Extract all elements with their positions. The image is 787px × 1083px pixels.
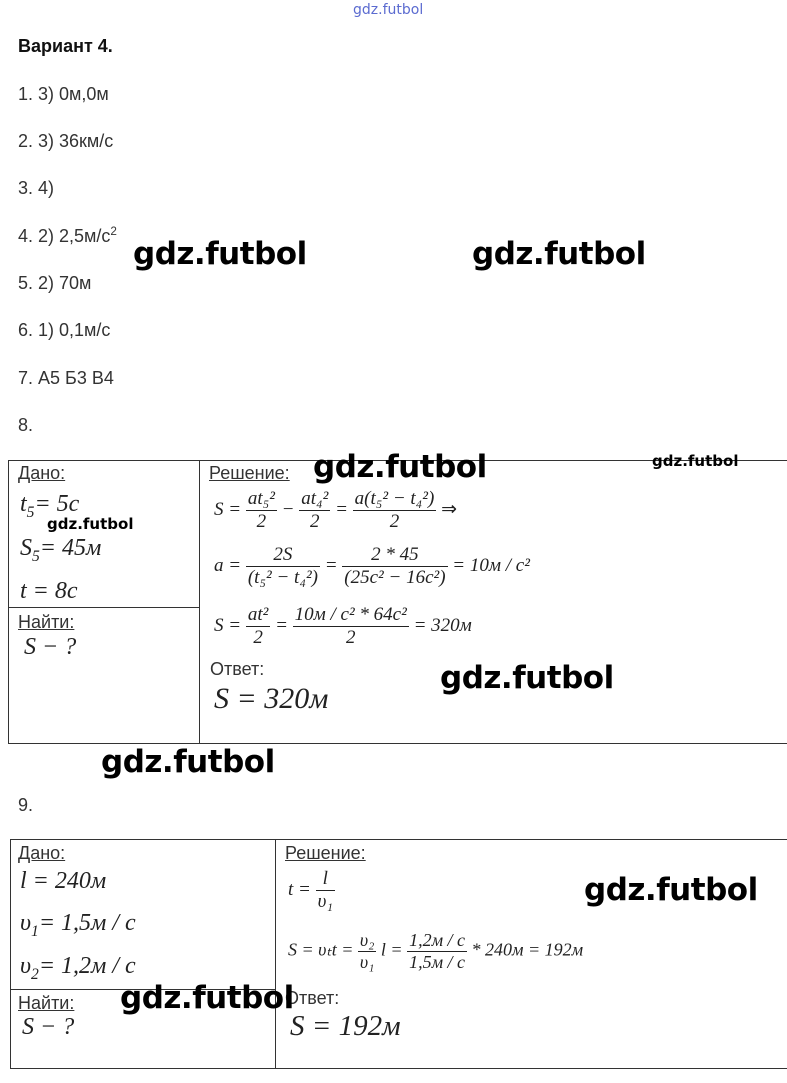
task9-given-v2: $\upsilon_2= 1,2м / с$ bbox=[20, 953, 136, 983]
task8-given-label: Дано: bbox=[18, 463, 66, 483]
watermark: gdz.futbol bbox=[47, 515, 134, 533]
task9-number: 9. bbox=[18, 795, 34, 815]
answer-1: 1. 3) 0м,0м bbox=[18, 84, 109, 104]
watermark-top: gdz.futbol bbox=[353, 2, 424, 18]
task8-given-s5: $S_5= 45м$ bbox=[20, 535, 102, 565]
task8-answer-value: S = 320м bbox=[214, 682, 329, 715]
answer-6: 6. 1) 0,1м/с bbox=[18, 320, 111, 340]
task9-find-label: Найти: bbox=[18, 993, 75, 1013]
answer-3: 3. 4) bbox=[18, 178, 55, 198]
answer-4: 4. 2) $2,5м/с^2$ bbox=[18, 225, 117, 246]
answer-8-number: 8. bbox=[18, 415, 34, 435]
task9-find-value: S − ? bbox=[22, 1014, 75, 1040]
answer-7: 7. А5 Б3 В4 bbox=[18, 368, 114, 388]
watermark: gdz.futbol bbox=[440, 660, 614, 696]
task9-answer-value: S = 192м bbox=[290, 1010, 401, 1042]
task8-find-label: Найти: bbox=[18, 612, 75, 632]
task8-given-t5: $t_5= 5с$ bbox=[20, 491, 80, 521]
task8-given-t: t = 8с bbox=[20, 578, 78, 604]
answer-2: 2. 3) 36км/с bbox=[18, 131, 114, 151]
task8-solution-label: Решение: bbox=[209, 463, 290, 483]
watermark: gdz.futbol bbox=[101, 744, 275, 780]
watermark: gdz.futbol bbox=[472, 236, 646, 272]
variant-title: Вариант 4. bbox=[18, 36, 113, 56]
answer-5: 5. 2) 70м bbox=[18, 273, 92, 293]
task8-answer-label: Ответ: bbox=[210, 659, 265, 679]
watermark: gdz.futbol bbox=[120, 980, 294, 1016]
watermark: gdz.futbol bbox=[133, 236, 307, 272]
task8-equation-1: S = $\frac{\text{at₅²}}{2}$ − $\frac{\text{at₄²}}{2}$ = $\frac{\text{a(t₅² − t₄²)}}{2}$ ⇒ bbox=[214, 488, 457, 532]
task9-given-label: Дано: bbox=[18, 843, 66, 863]
task9-equation-1: t = $\frac{l}{\text{υ₁}}$ bbox=[288, 868, 333, 912]
task9-given-l: l = 240м bbox=[20, 868, 107, 894]
watermark: gdz.futbol bbox=[584, 872, 758, 908]
task8-equation-2: a = $\frac{2S}{\text{(t₅² − t₄²)}}$ = $\frac{2 * 45}{\text{(25с² − 16с²)}}$ = 10м / с² bbox=[214, 544, 530, 588]
task8-equation-3: S = $\frac{\text{at²}}{2}$ = $\frac{\text{10м / с² * 64с²}}{2}$ = 320м bbox=[214, 604, 472, 648]
watermark: gdz.futbol bbox=[652, 452, 739, 470]
task8-find-value: S − ? bbox=[24, 634, 77, 660]
task9-given-v1: $\upsilon_1= 1,5м / с$ bbox=[20, 910, 136, 940]
task9-solution-label: Решение: bbox=[285, 843, 366, 863]
task9-answer-label: Ответ: bbox=[285, 988, 340, 1008]
watermark: gdz.futbol bbox=[313, 449, 487, 485]
task9-equation-2: S = υₜt = $\frac{\text{υ₂}}{\text{υ₁}}$ l = $\frac{1,2м / с}{1,5м / с}$ * 240м = 192м bbox=[288, 930, 584, 972]
